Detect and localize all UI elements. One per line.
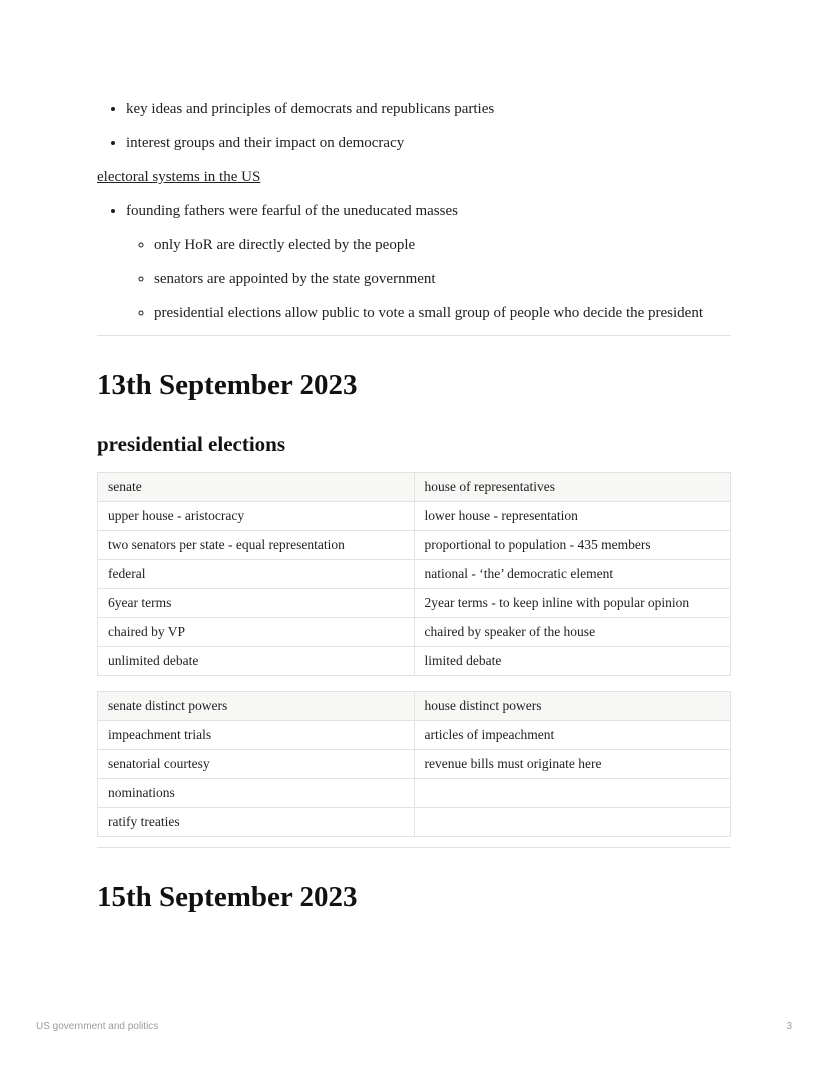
bullet-list-electoral <box>97 199 731 223</box>
table-cell: senatorial courtesy <box>98 750 415 779</box>
table-row <box>98 502 731 531</box>
table-cell: chaired by speaker of the house <box>414 618 731 647</box>
table-cell: chaired by VP <box>98 618 415 647</box>
table-cell: ratify treaties <box>98 808 415 837</box>
table-cell: lower house - representation <box>414 502 731 531</box>
table-row <box>98 808 731 837</box>
table-header-cell: house distinct powers <box>414 692 731 721</box>
subsection-heading-presidential-elections: presidential elections <box>97 432 286 456</box>
bullet-item: • founding fathers were fearful of the uneducated masses <box>126 199 731 223</box>
sub-bullet-item: ◦ senators are appointed by the state government <box>154 267 731 291</box>
section-heading-13-september: 13th September 2023 <box>97 369 358 401</box>
section-divider <box>97 335 731 336</box>
page-footer <box>36 1021 792 1032</box>
table-cell: revenue bills must originate here <box>414 750 731 779</box>
table-cell: federal <box>98 560 415 589</box>
table-cell: proportional to population - 435 members <box>414 531 731 560</box>
section-heading-15-september: 15th September 2023 <box>97 881 358 913</box>
table-row <box>98 779 731 808</box>
table-row <box>98 750 731 779</box>
table-cell <box>414 808 731 837</box>
table-row <box>98 647 731 676</box>
table-cell: national - ‘the’ democratic element <box>414 560 731 589</box>
bullet-item: • key ideas and principles of democrats and republicans parties <box>126 97 731 121</box>
table-row <box>98 560 731 589</box>
bullet-list-topics <box>97 97 731 155</box>
table-cell: unlimited debate <box>98 647 415 676</box>
footer-page-number: 3 <box>786 1021 792 1032</box>
table-row <box>98 721 731 750</box>
table-cell: nominations <box>98 779 415 808</box>
senate-house-table <box>97 472 731 676</box>
underlined-heading: electoral systems in the US <box>97 169 261 185</box>
distinct-powers-table <box>97 691 731 837</box>
table-header-row <box>98 692 731 721</box>
table-row <box>98 531 731 560</box>
table-cell: 6year terms <box>98 589 415 618</box>
sub-bullet-item: ◦ presidential elections allow public to vote a small group of people who decide the president <box>154 301 731 325</box>
footer-document-title: US government and politics <box>36 1021 159 1032</box>
section-divider <box>97 847 731 848</box>
table-cell <box>414 779 731 808</box>
table-row <box>98 618 731 647</box>
table-cell: 2year terms - to keep inline with popular opinion <box>414 589 731 618</box>
bullet-item: • interest groups and their impact on democracy <box>126 131 731 155</box>
table-cell: impeachment trials <box>98 721 415 750</box>
table-header-row <box>98 473 731 502</box>
table-cell: articles of impeachment <box>414 721 731 750</box>
table-header-cell: senate distinct powers <box>98 692 415 721</box>
table-row <box>98 589 731 618</box>
table-cell: limited debate <box>414 647 731 676</box>
table-header-cell: house of representatives <box>414 473 731 502</box>
page-content <box>97 97 731 915</box>
sub-bullet-item: ◦ only HoR are directly elected by the people <box>154 233 731 257</box>
table-header-cell: senate <box>98 473 415 502</box>
table-cell: upper house - aristocracy <box>98 502 415 531</box>
table-cell: two senators per state - equal representation <box>98 531 415 560</box>
sub-bullet-list <box>97 233 731 325</box>
